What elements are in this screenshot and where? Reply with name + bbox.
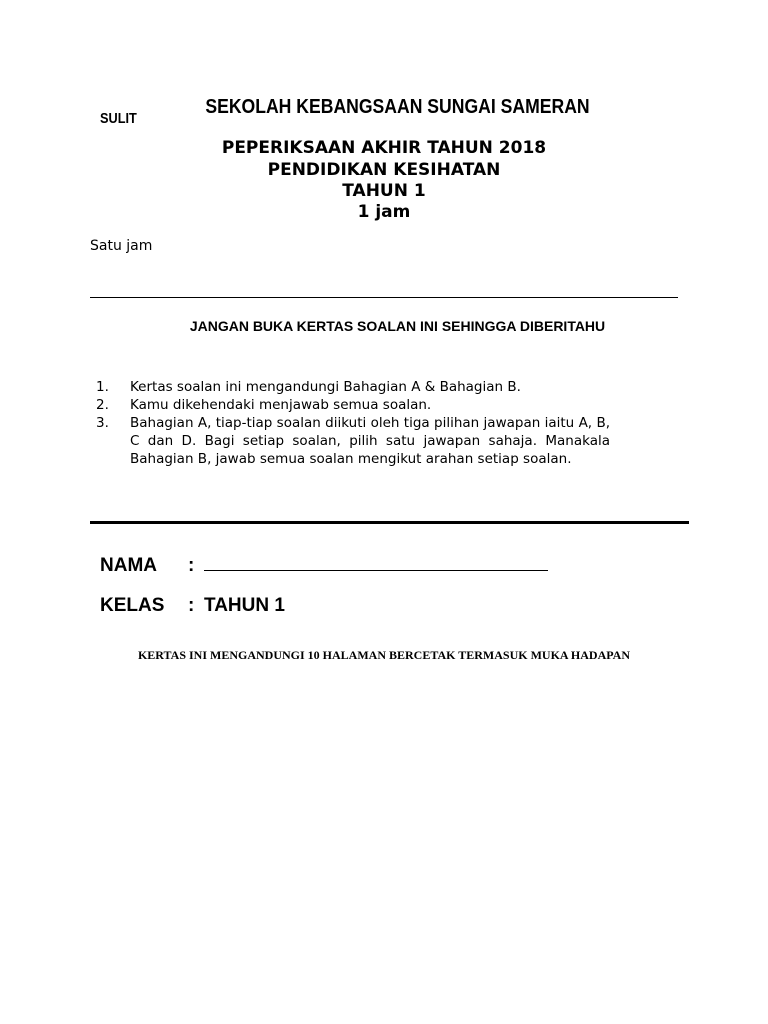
instruction-number: 2.	[96, 397, 109, 413]
year-title: TAHUN 1	[342, 181, 426, 201]
school-name: SEKOLAH KEBANGSAAN SUNGAI SAMERAN	[205, 96, 590, 118]
class-colon: :	[188, 595, 195, 616]
instruction-item	[96, 414, 610, 468]
instruction-number: 1.	[96, 379, 109, 395]
name-label: NAMA	[100, 555, 157, 576]
name-colon: :	[188, 555, 195, 576]
divider-thick	[90, 521, 689, 524]
duration-text: Satu jam	[90, 238, 153, 254]
instruction-item	[96, 396, 610, 414]
instruction-item	[96, 378, 610, 396]
instruction-text: Kertas soalan ini mengandungi Bahagian A & Bahagian B.	[130, 379, 521, 395]
divider-thin	[90, 297, 678, 298]
instruction-text: Kamu dikehendaki menjawab semua soalan.	[130, 397, 432, 413]
time-title: 1 jam	[357, 202, 411, 222]
class-field	[100, 595, 285, 617]
exam-title: PEPERIKSAAN AKHIR TAHUN 2018	[221, 138, 547, 158]
name-blank-line[interactable]	[204, 569, 548, 571]
instruction-text: Bahagian A, tiap-tiap soalan diikuti oleh tiga pilihan jawapan iaitu A, B, C dan D. Bagi setiap soalan, pilih satu jawapan sahaja. Manakala Bahagian B, jawab semua soalan mengikut arahan setiap soalan.	[130, 415, 610, 467]
instruction-number: 3.	[96, 415, 109, 431]
classification-label: SULIT	[100, 110, 137, 127]
subject-title: PENDIDIKAN KESIHATAN	[267, 160, 501, 180]
instructions-list	[96, 378, 610, 468]
name-field	[100, 555, 548, 577]
warning-notice: JANGAN BUKA KERTAS SOALAN INI SEHINGGA DIBERITAHU	[189, 318, 606, 334]
class-value: TAHUN 1	[204, 595, 285, 616]
page-count-note: KERTAS INI MENGANDUNGI 10 HALAMAN BERCETAK TERMASUK MUKA HADAPAN	[137, 648, 631, 662]
class-label: KELAS	[100, 595, 165, 616]
